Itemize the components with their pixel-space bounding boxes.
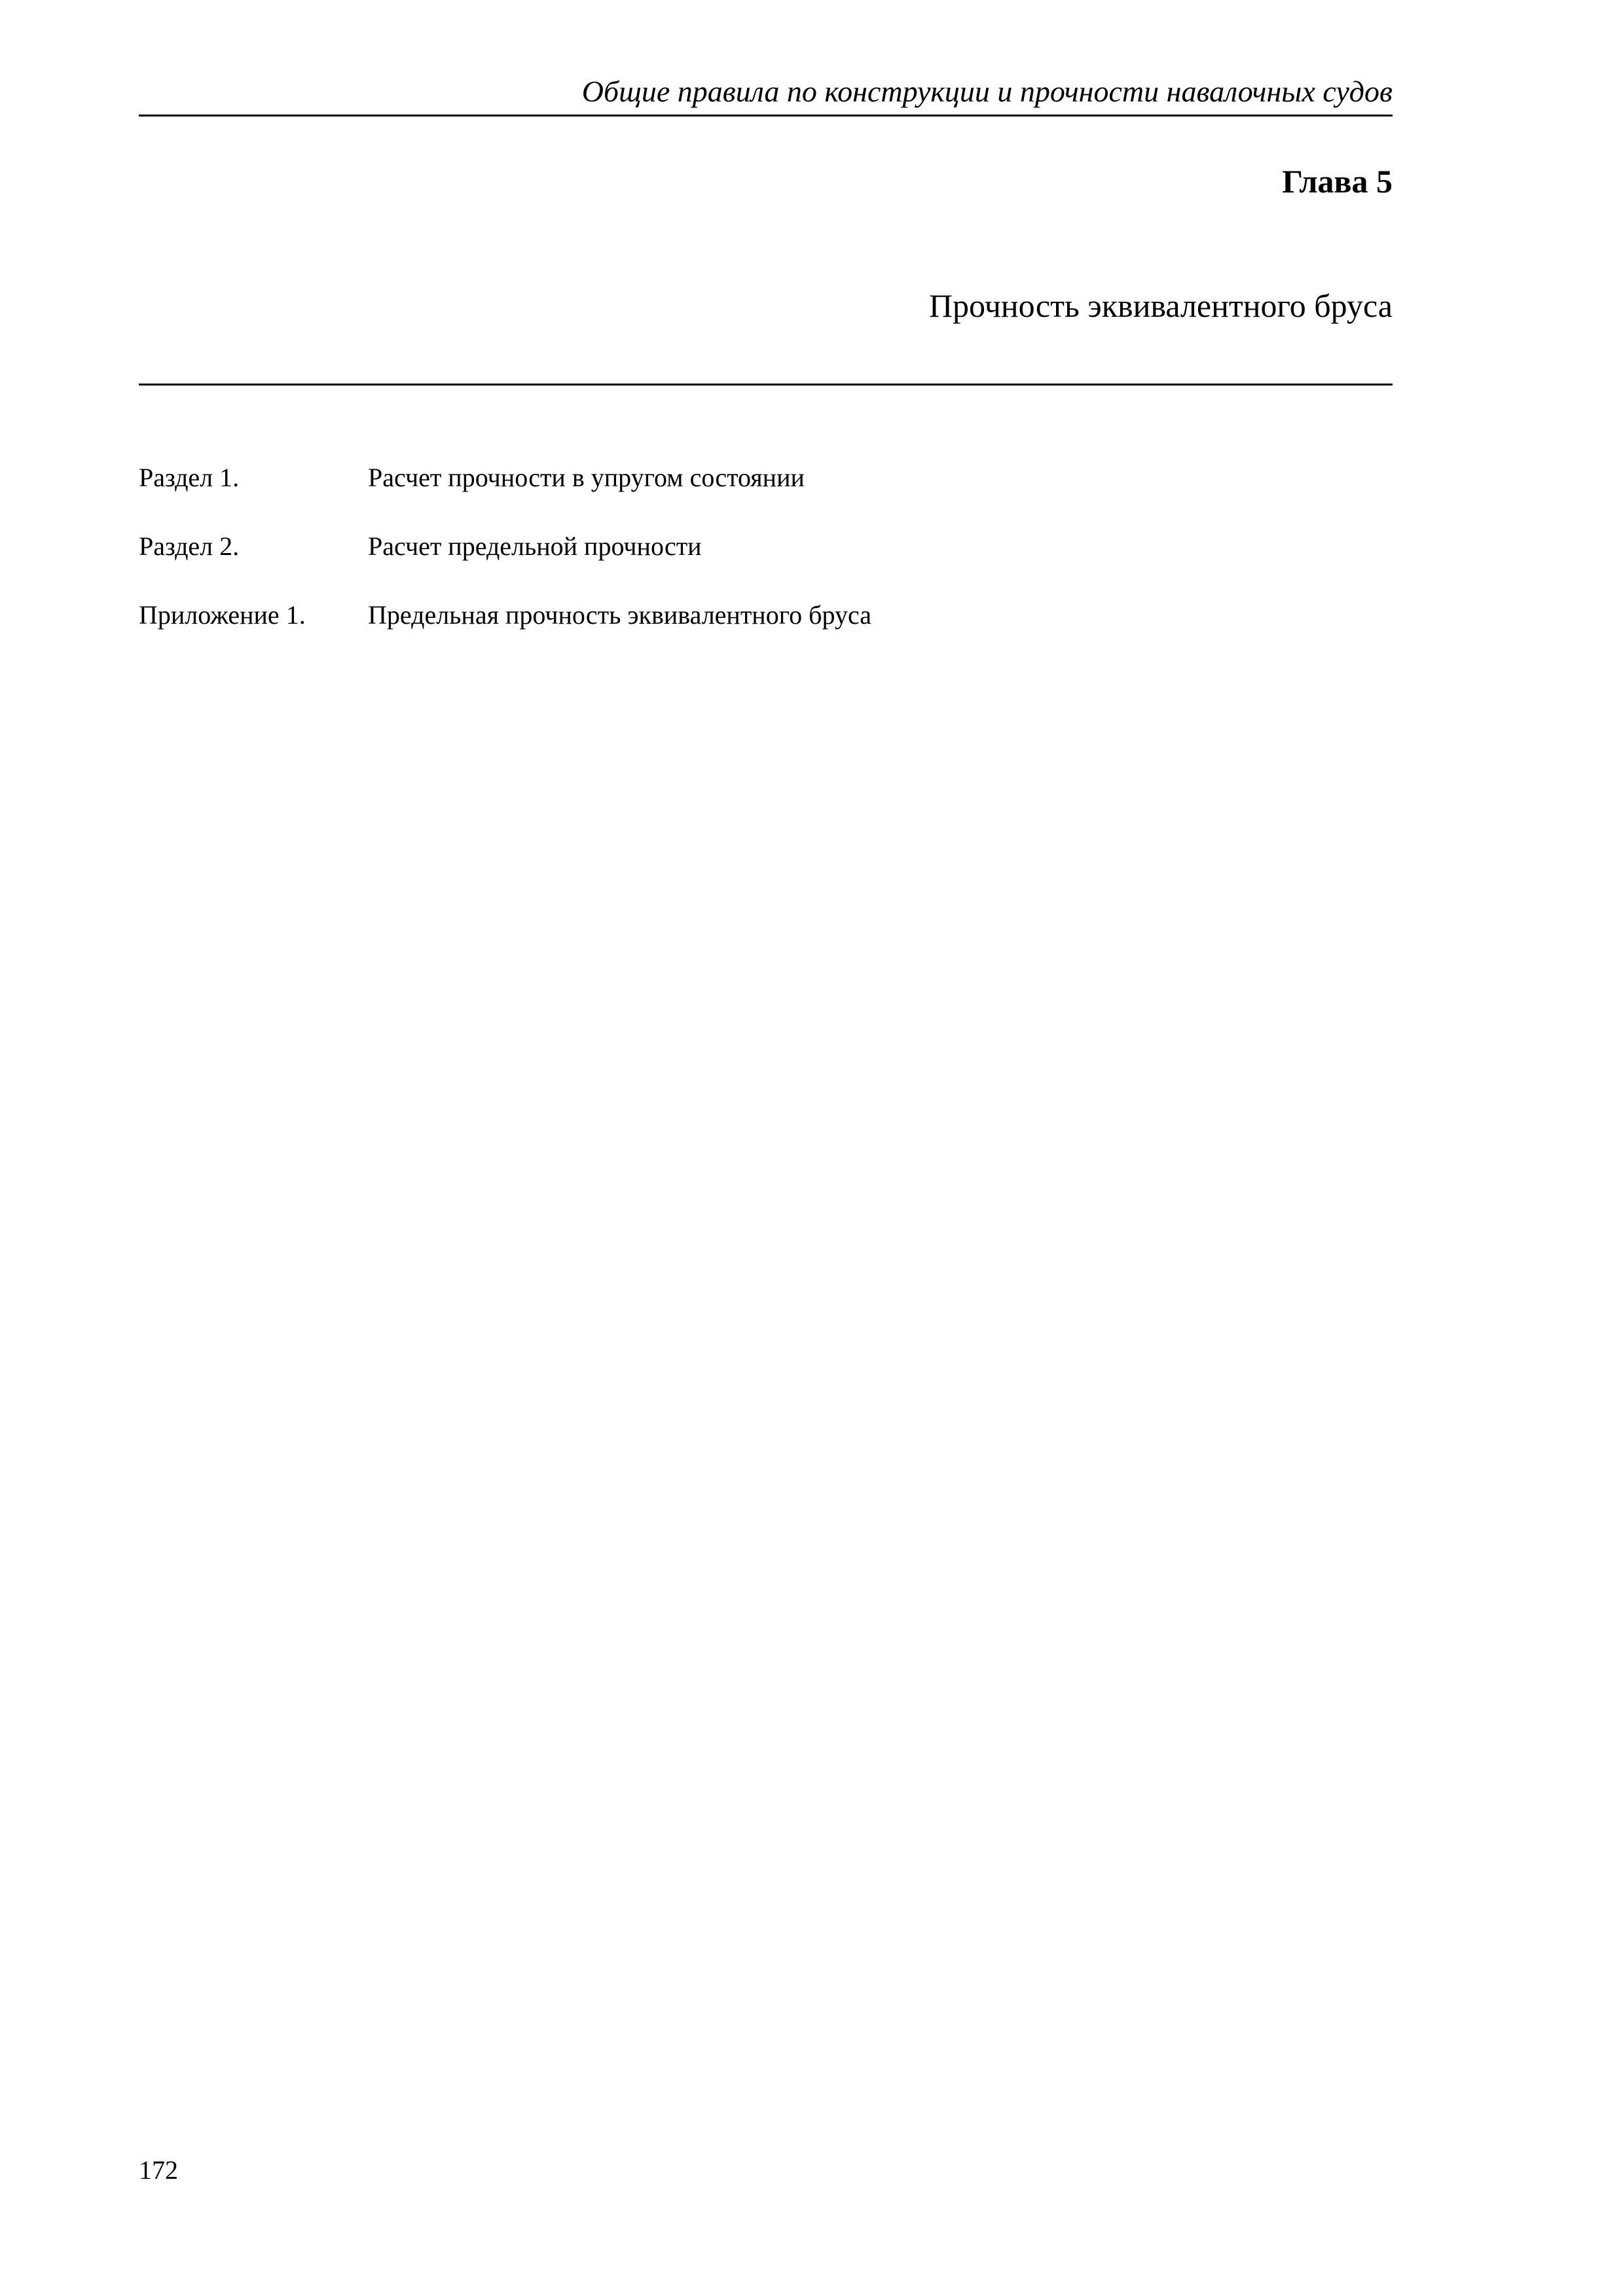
toc-item-text: Расчет прочности в упругом состоянии: [368, 463, 805, 492]
running-header: Общие правила по конструкции и прочности навалочных судов: [581, 75, 1393, 108]
toc-item-text: Расчет предельной прочности: [368, 531, 702, 561]
toc-item-label: Раздел 2.: [139, 531, 240, 561]
toc-item-section-1: [139, 459, 1393, 528]
toc-item-label: Приложение 1.: [139, 600, 306, 630]
toc-item-text: Предельная прочность эквивалентного бруса: [368, 600, 871, 630]
chapter-rule: [139, 384, 1393, 386]
toc-item-section-2: [139, 528, 1393, 597]
chapter-number: Глава 5: [1282, 163, 1393, 200]
toc-item-appendix-1: [139, 597, 1393, 666]
table-of-contents: [139, 459, 1393, 666]
header-rule: [139, 115, 1393, 117]
page-number: 172: [139, 2155, 178, 2185]
toc-item-label: Раздел 1.: [139, 463, 240, 492]
chapter-title: Прочность эквивалентного бруса: [928, 287, 1393, 324]
